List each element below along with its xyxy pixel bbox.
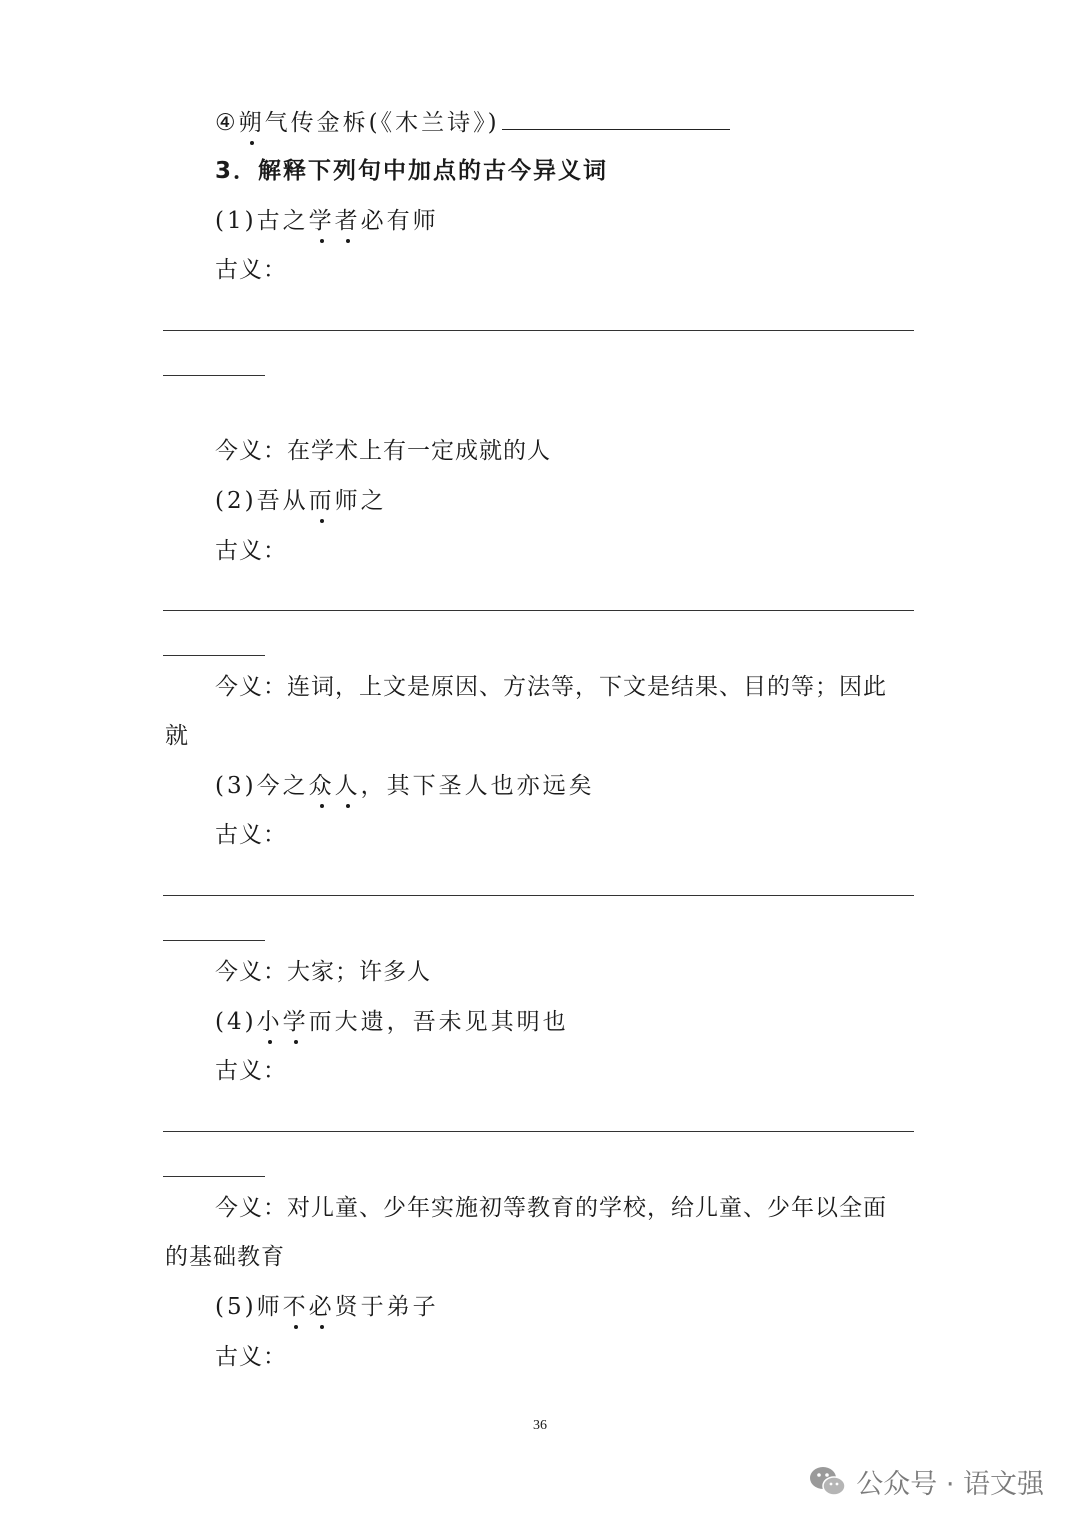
question-heading: 3．解释下列句中加点的古今异义词 [215,158,609,184]
watermark-text: 公众号 · 语文强 [856,1469,1044,1500]
item-text: 气传金柝(《木兰诗》) [264,110,500,136]
modern-meaning: 今义：连词，上文是原因、方法等，下文是结果、目的等；因此 [215,674,887,700]
sentence-text: 而大遗，吾未见其明也 [308,1009,569,1035]
sentence-1 [215,206,439,236]
modern-meaning: 今义：大家；许多人 [215,959,431,985]
dotted-char: 必 [308,1294,335,1320]
dotted-char: 人 [334,773,361,799]
ancient-meaning-label: 古义： [215,538,287,564]
sentence-text: 师之 [334,488,387,514]
modern-meaning-cont: 的基础教育 [165,1244,285,1270]
answer-line-end[interactable] [163,375,265,376]
ancient-meaning-label: 古义： [215,822,287,848]
modern-meaning: 今义：对儿童、少年实施初等教育的学校，给儿童、少年以全面 [215,1195,887,1221]
modern-meaning: 今义：在学术上有一定成就的人 [215,438,551,464]
item-number: ④ [215,110,239,136]
sentence-3 [215,771,595,801]
answer-line[interactable] [163,1131,914,1132]
sentence-5 [215,1292,439,1322]
dotted-char: 学 [308,208,335,234]
sentence-text: (3)今之 [215,773,309,799]
answer-line-end[interactable] [163,655,265,656]
item-4-line [215,107,730,138]
dotted-char: 学 [282,1009,309,1035]
answer-line-end[interactable] [163,940,265,941]
answer-line[interactable] [163,610,914,611]
sentence-text: 必有师 [360,208,439,234]
ancient-meaning-label: 古义： [215,257,287,283]
sentence-text: (4) [215,1009,257,1035]
sentence-2 [215,486,387,516]
ancient-meaning-label: 古义： [215,1058,287,1084]
wechat-icon [808,1465,848,1499]
answer-line[interactable] [163,895,914,896]
answer-blank[interactable] [502,107,730,130]
answer-line[interactable] [163,330,914,331]
sentence-text: 贤于弟子 [334,1294,439,1320]
watermark [808,1462,1044,1501]
dotted-char: 不 [282,1294,309,1320]
ancient-meaning-label: 古义： [215,1344,287,1370]
dotted-char: 朔 [238,110,265,136]
dotted-char: 而 [308,488,335,514]
dotted-char: 者 [334,208,361,234]
modern-meaning-cont: 就 [165,723,189,749]
sentence-text: (1)古之 [215,208,309,234]
sentence-text: (5)师 [215,1294,283,1320]
answer-line-end[interactable] [163,1176,265,1177]
sentence-4 [215,1007,569,1037]
sentence-text: ，其下圣人也亦远矣 [360,773,595,799]
sentence-text: (2)吾从 [215,488,309,514]
dotted-char: 众 [308,773,335,799]
dotted-char: 小 [256,1009,283,1035]
page-number: 36 [533,1418,547,1433]
